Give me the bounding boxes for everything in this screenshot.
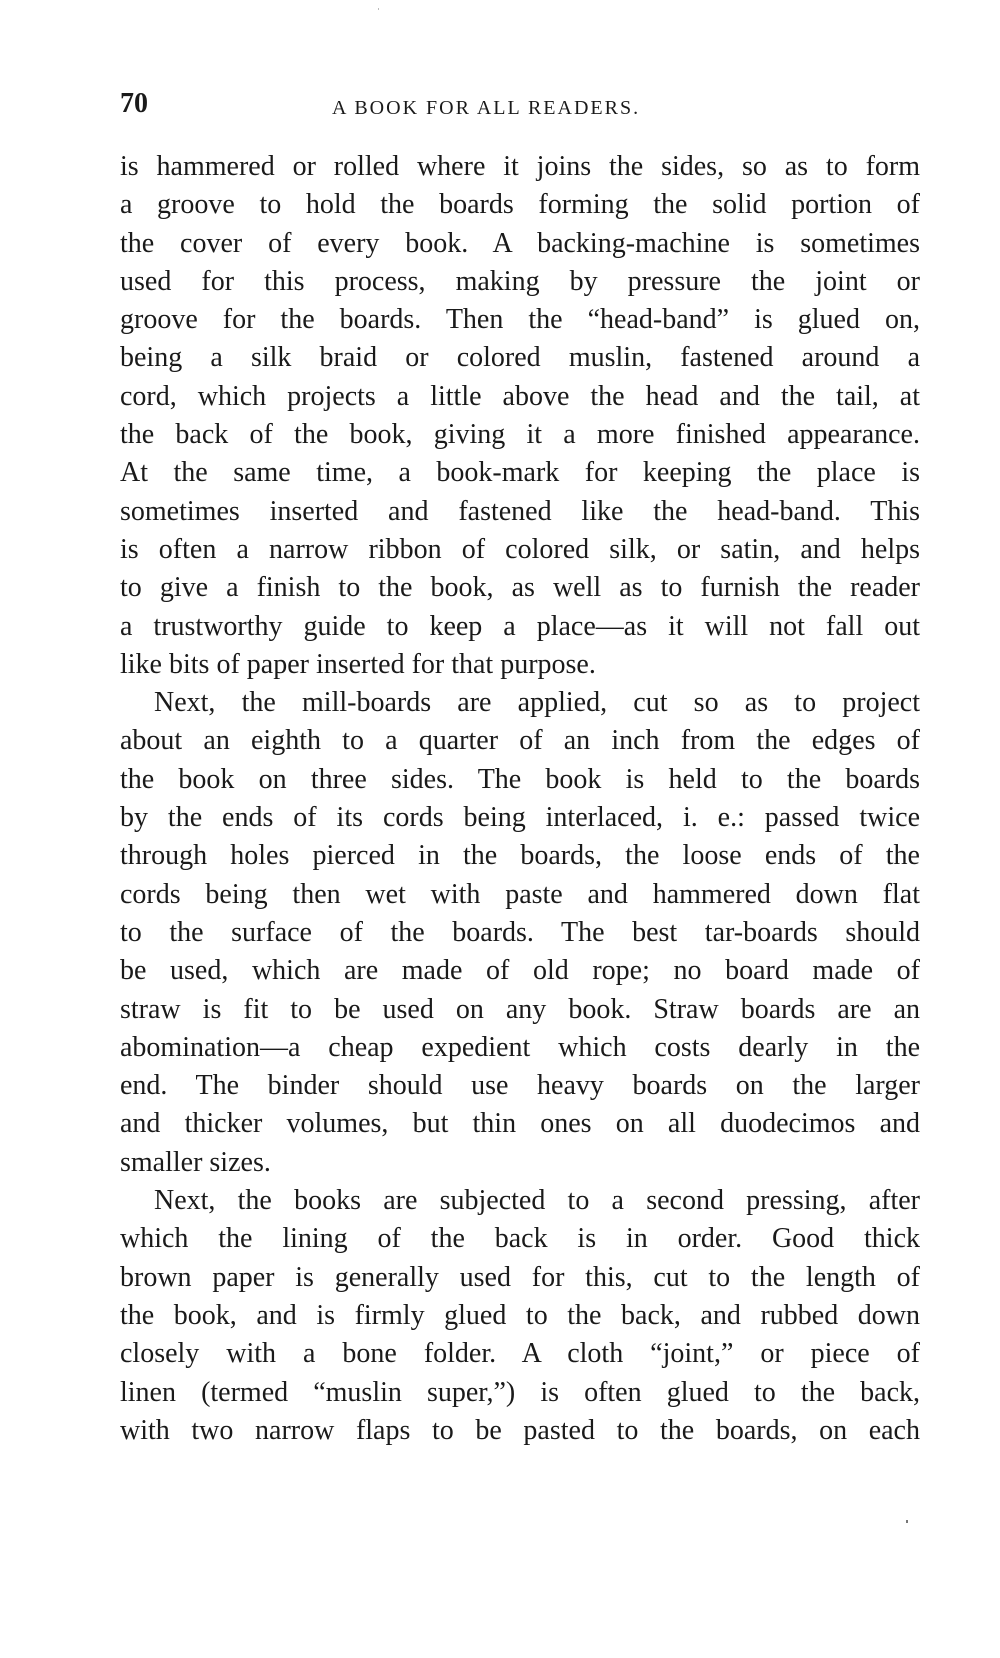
text-line: like bits of paper inserted for that purpose. [120, 648, 596, 680]
text-line: the book, and is firmly glued to the back, and rubbed down [120, 1299, 920, 1331]
text-line: which the lining of the back is in order. Good thick [120, 1223, 920, 1255]
text-line: through holes pierced in the boards, the loose ends of the [120, 840, 920, 872]
page-number: 70 [120, 88, 148, 119]
text-line: end. The binder should use heavy boards on the larger [120, 1070, 920, 1102]
text-line: the back of the book, giving it a more finished appearance. [120, 419, 920, 451]
text-line: sometimes inserted and fastened like the head-band. This [120, 495, 920, 527]
text-line: to give a finish to the book, as well as to furnish the reader [120, 572, 920, 604]
text-line: be used, which are made of old rope; no board made of [120, 955, 920, 987]
text-line: a trustworthy guide to keep a place—as it will not fall out [120, 610, 920, 642]
text-line: brown paper is generally used for this, cut to the length of [120, 1261, 920, 1293]
text-line: being a silk braid or colored muslin, fastened around a [120, 342, 920, 374]
text-line: At the same time, a book-mark for keeping the place is [120, 457, 920, 489]
text-line: the book on three sides. The book is held to the boards [120, 763, 920, 795]
text-line: linen (termed “muslin super,”) is often glued to the back, [120, 1376, 920, 1408]
scan-speck [378, 8, 379, 10]
page-header [120, 88, 920, 128]
text-line: is often a narrow ribbon of colored silk, or satin, and helps [120, 533, 920, 565]
text-line: cord, which projects a little above the head and the tail, at [120, 380, 920, 412]
scan-speck [906, 1520, 908, 1523]
text-line: to the surface of the boards. The best tar-boards should [120, 916, 920, 948]
text-line: Next, the mill-boards are applied, cut so as to project [154, 687, 920, 719]
paragraph [120, 148, 920, 684]
text-line: about an eighth to a quarter of an inch from the edges of [120, 725, 920, 757]
text-line: smaller sizes. [120, 1146, 271, 1178]
text-line: with two narrow flaps to be pasted to the boards, on each [120, 1414, 920, 1446]
paragraph [120, 1182, 920, 1450]
text-line: is hammered or rolled where it joins the sides, so as to form [120, 151, 920, 182]
text-line: the cover of every book. A backing-machine is sometimes [120, 227, 920, 259]
text-line: closely with a bone folder. A cloth “joint,” or piece of [120, 1338, 920, 1370]
text-line: groove for the boards. Then the “head-band” is glued on, [120, 304, 920, 336]
text-line: and thicker volumes, but thin ones on all duodecimos and [120, 1108, 920, 1140]
text-line: abomination—a cheap expedient which costs dearly in the [120, 1031, 920, 1063]
book-page [120, 88, 920, 1450]
text-line: cords being then wet with paste and hammered down flat [120, 878, 920, 910]
running-title: A BOOK FOR ALL READERS. [332, 97, 641, 119]
text-line: by the ends of its cords being interlaced, i. e.: passed twice [120, 802, 920, 834]
text-line: straw is fit to be used on any book. Straw boards are an [120, 993, 920, 1025]
body-text [120, 148, 920, 1450]
text-line: a groove to hold the boards forming the solid portion of [120, 189, 920, 221]
text-line: Next, the books are subjected to a second pressing, after [154, 1185, 920, 1217]
text-line: used for this process, making by pressure the joint or [120, 265, 920, 297]
paragraph [120, 684, 920, 1182]
